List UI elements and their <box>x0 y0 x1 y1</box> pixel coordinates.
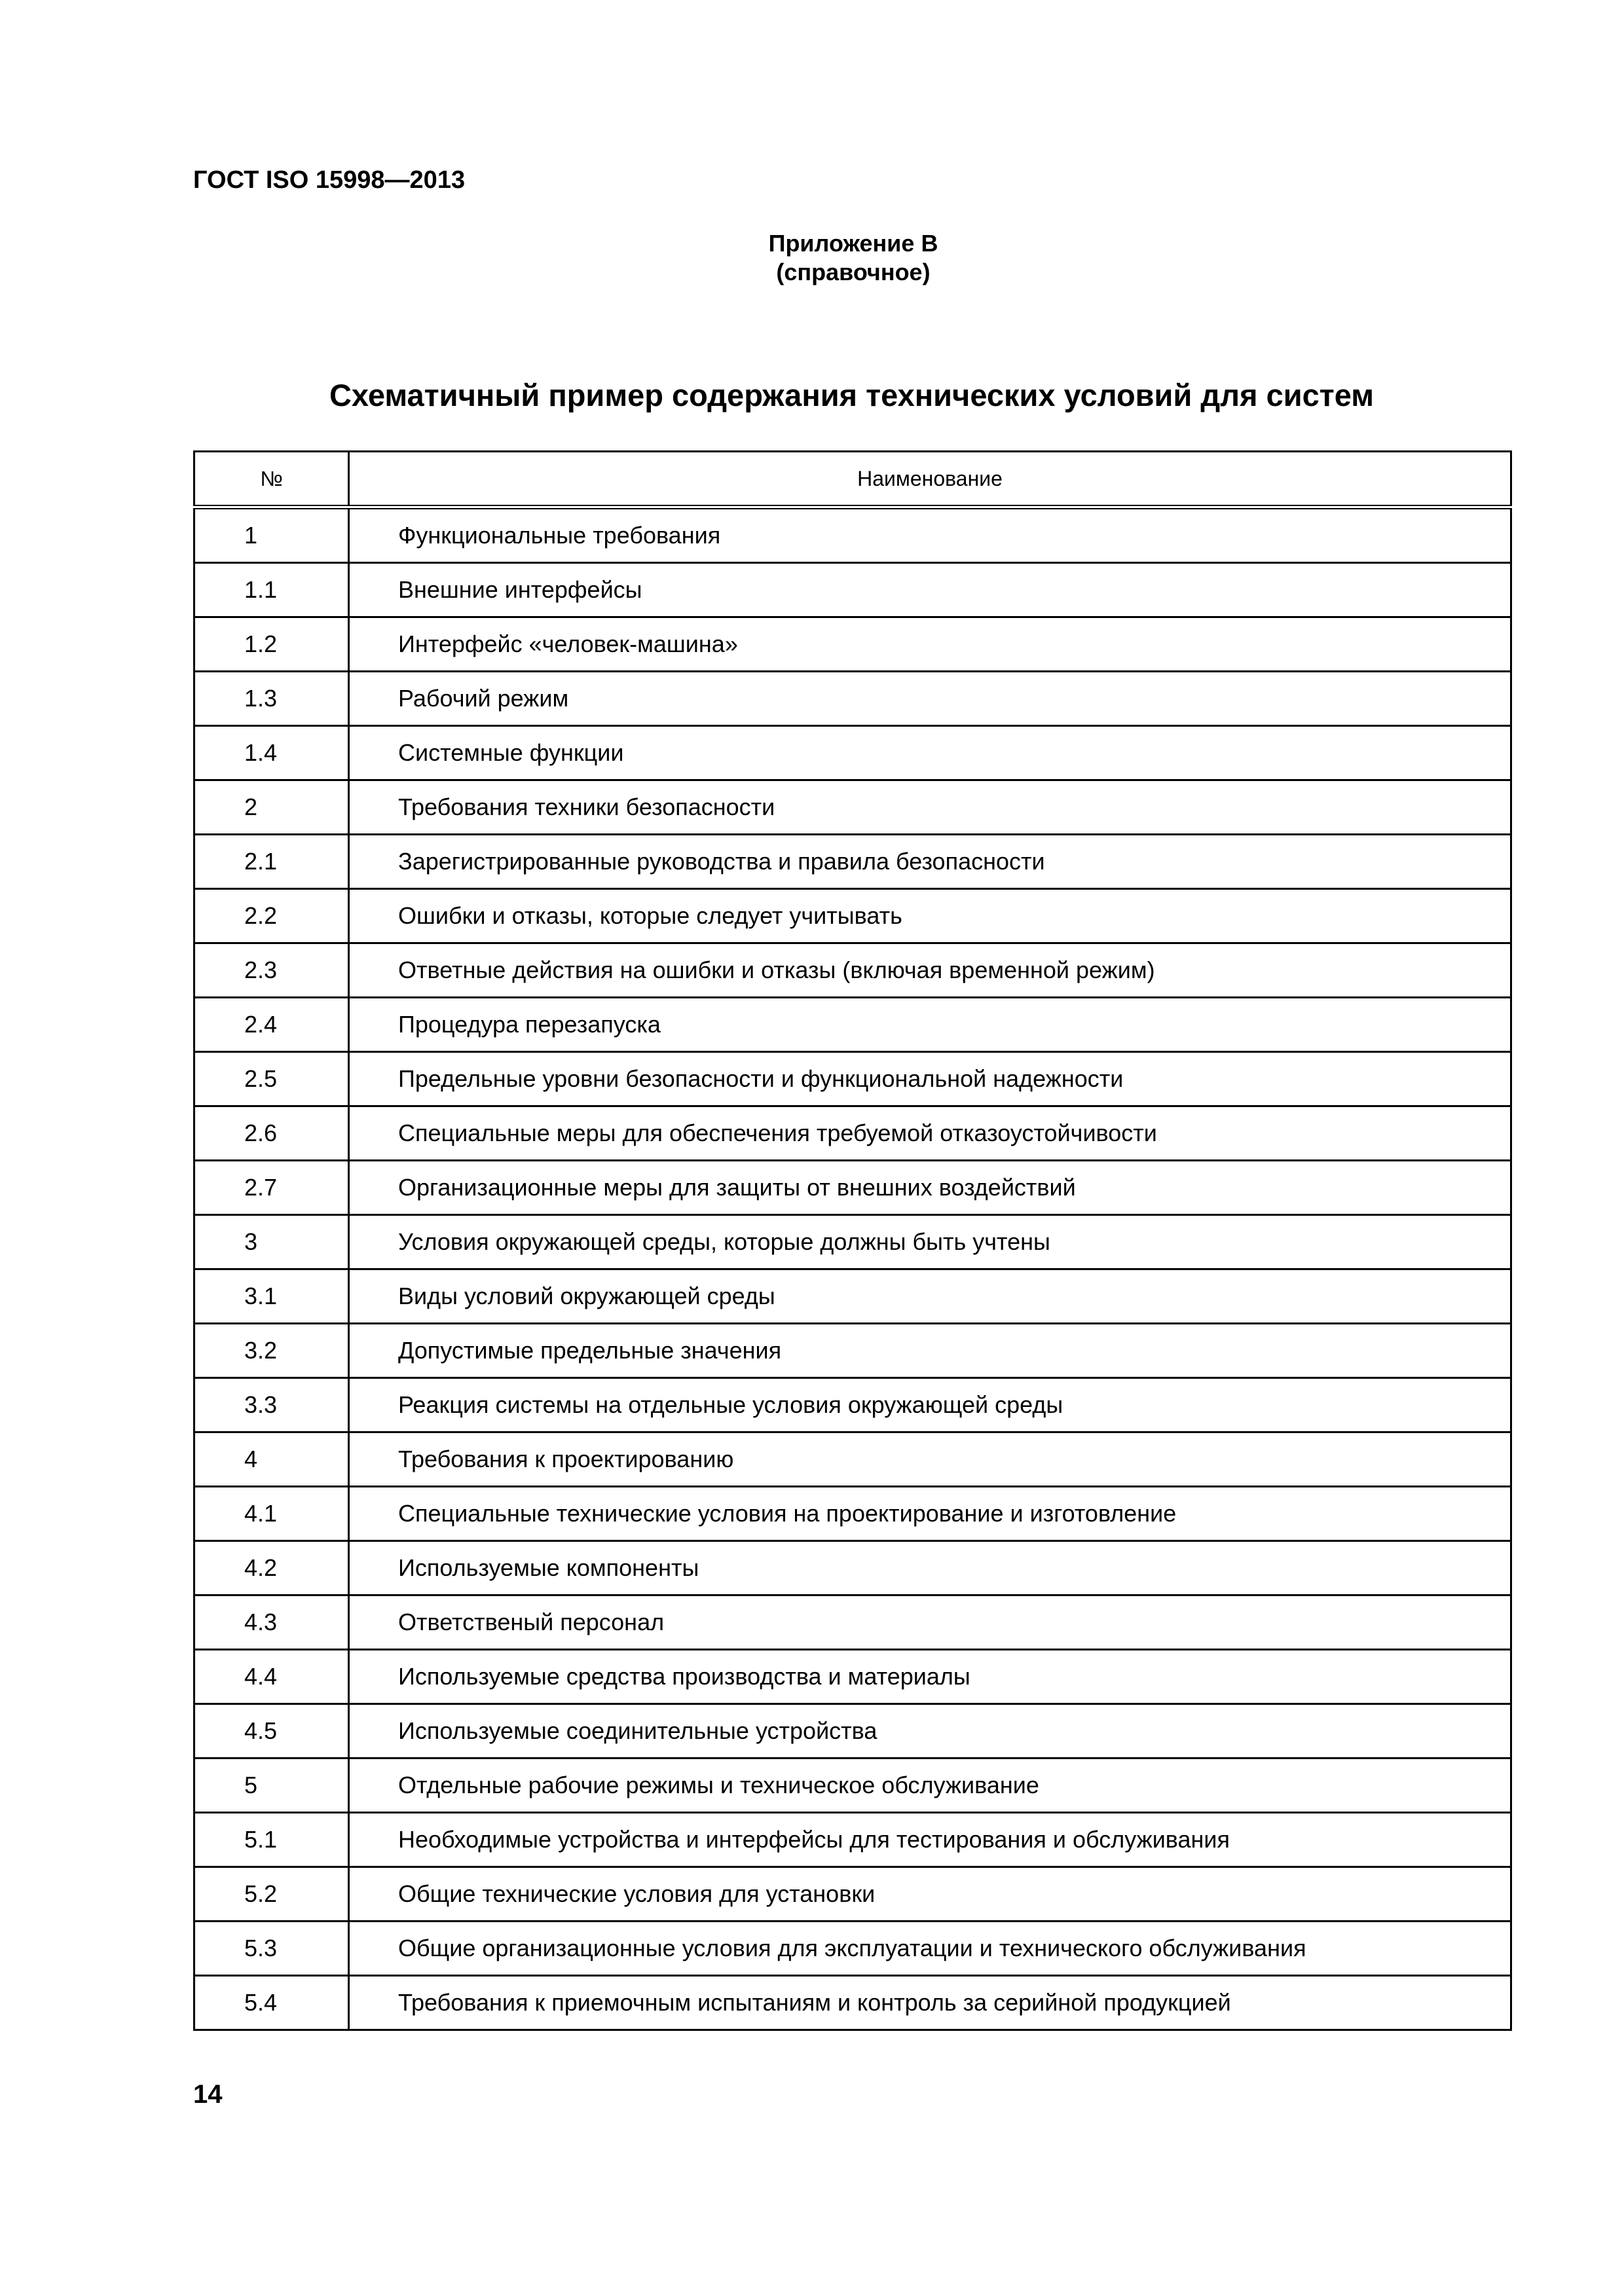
annex-type: (справочное) <box>776 259 931 285</box>
row-number: 2.2 <box>194 889 349 943</box>
table-row <box>194 1704 1511 1758</box>
row-number: 1.1 <box>194 563 349 617</box>
row-number: 1.3 <box>194 672 349 726</box>
row-number: 5.3 <box>194 1922 349 1976</box>
row-name: Интерфейс «человек-машина» <box>349 617 1511 672</box>
row-name: Ответные действия на ошибки и отказы (включая временной режим) <box>349 943 1511 998</box>
table-header-row <box>194 452 1511 507</box>
table-row <box>194 507 1511 563</box>
table-row <box>194 1161 1511 1215</box>
table-row <box>194 943 1511 998</box>
table-row <box>194 1650 1511 1704</box>
row-number: 4.3 <box>194 1595 349 1650</box>
row-name: Требования техники безопасности <box>349 780 1511 835</box>
row-name: Отдельные рабочие режимы и техническое обслуживание <box>349 1758 1511 1813</box>
row-name: Системные функции <box>349 726 1511 780</box>
row-number: 5 <box>194 1758 349 1813</box>
row-number: 2.3 <box>194 943 349 998</box>
row-name: Необходимые устройства и интерфейсы для тестирования и обслуживания <box>349 1813 1511 1867</box>
row-number: 2.1 <box>194 835 349 889</box>
table-row <box>194 1269 1511 1324</box>
table-row <box>194 1324 1511 1378</box>
annex-heading <box>0 229 1624 287</box>
row-number: 4.5 <box>194 1704 349 1758</box>
row-number: 5.2 <box>194 1867 349 1922</box>
row-number: 3.2 <box>194 1324 349 1378</box>
row-name: Требования к проектированию <box>349 1432 1511 1487</box>
row-name: Реакция системы на отдельные условия окружающей среды <box>349 1378 1511 1432</box>
row-name: Используемые соединительные устройства <box>349 1704 1511 1758</box>
row-number: 2.6 <box>194 1106 349 1161</box>
table-row <box>194 563 1511 617</box>
table-row <box>194 889 1511 943</box>
row-number: 2.4 <box>194 998 349 1052</box>
row-number: 3.1 <box>194 1269 349 1324</box>
row-number: 4.2 <box>194 1541 349 1595</box>
row-name: Специальные технические условия на проектирование и изготовление <box>349 1487 1511 1541</box>
row-name: Рабочий режим <box>349 672 1511 726</box>
row-number: 1 <box>194 507 349 563</box>
row-name: Условия окружающей среды, которые должны быть учтены <box>349 1215 1511 1269</box>
page-number: 14 <box>193 2080 223 2109</box>
table-row <box>194 1487 1511 1541</box>
column-header-name: Наименование <box>349 452 1511 507</box>
row-name: Общие организационные условия для эксплуатации и технического обслуживания <box>349 1922 1511 1976</box>
row-name: Функциональные требования <box>349 507 1511 563</box>
table-row <box>194 1106 1511 1161</box>
table-row <box>194 1378 1511 1432</box>
table-row <box>194 998 1511 1052</box>
table-row <box>194 1976 1511 2030</box>
row-number: 1.4 <box>194 726 349 780</box>
table-row <box>194 1215 1511 1269</box>
row-name: Организационные меры для защиты от внешних воздействий <box>349 1161 1511 1215</box>
table-row <box>194 672 1511 726</box>
row-number: 5.1 <box>194 1813 349 1867</box>
row-number: 3.3 <box>194 1378 349 1432</box>
table-body <box>194 507 1511 2030</box>
row-number: 4.1 <box>194 1487 349 1541</box>
table-row <box>194 1052 1511 1106</box>
annex-title: Приложение В <box>768 230 938 257</box>
row-name: Общие технические условия для установки <box>349 1867 1511 1922</box>
row-name: Специальные меры для обеспечения требуемой отказоустойчивости <box>349 1106 1511 1161</box>
table-row <box>194 1541 1511 1595</box>
row-name: Зарегистрированные руководства и правила безопасности <box>349 835 1511 889</box>
table-row <box>194 1595 1511 1650</box>
row-name: Ответственый персонал <box>349 1595 1511 1650</box>
row-name: Виды условий окружающей среды <box>349 1269 1511 1324</box>
table-row <box>194 1922 1511 1976</box>
row-number: 2 <box>194 780 349 835</box>
row-name: Требования к приемочным испытаниям и контроль за серийной продукцией <box>349 1976 1511 2030</box>
column-header-number: № <box>194 452 349 507</box>
table-row <box>194 835 1511 889</box>
table-row <box>194 1432 1511 1487</box>
table-row <box>194 1758 1511 1813</box>
table-row <box>194 726 1511 780</box>
specification-table <box>193 450 1512 2031</box>
row-name: Допустимые предельные значения <box>349 1324 1511 1378</box>
table-row <box>194 780 1511 835</box>
row-number: 1.2 <box>194 617 349 672</box>
row-number: 4.4 <box>194 1650 349 1704</box>
row-name: Процедура перезапуска <box>349 998 1511 1052</box>
row-number: 4 <box>194 1432 349 1487</box>
row-name: Используемые средства производства и материалы <box>349 1650 1511 1704</box>
table-row <box>194 1867 1511 1922</box>
row-name: Ошибки и отказы, которые следует учитывать <box>349 889 1511 943</box>
row-number: 3 <box>194 1215 349 1269</box>
row-name: Используемые компоненты <box>349 1541 1511 1595</box>
page-title: Схематичный пример содержания технических условий для систем <box>329 378 1375 412</box>
table-row <box>194 617 1511 672</box>
row-number: 5.4 <box>194 1976 349 2030</box>
row-name: Внешние интерфейсы <box>349 563 1511 617</box>
table-row <box>194 1813 1511 1867</box>
row-number: 2.7 <box>194 1161 349 1215</box>
document-header: ГОСТ ISO 15998—2013 <box>193 166 466 194</box>
row-name: Предельные уровни безопасности и функциональной надежности <box>349 1052 1511 1106</box>
row-number: 2.5 <box>194 1052 349 1106</box>
